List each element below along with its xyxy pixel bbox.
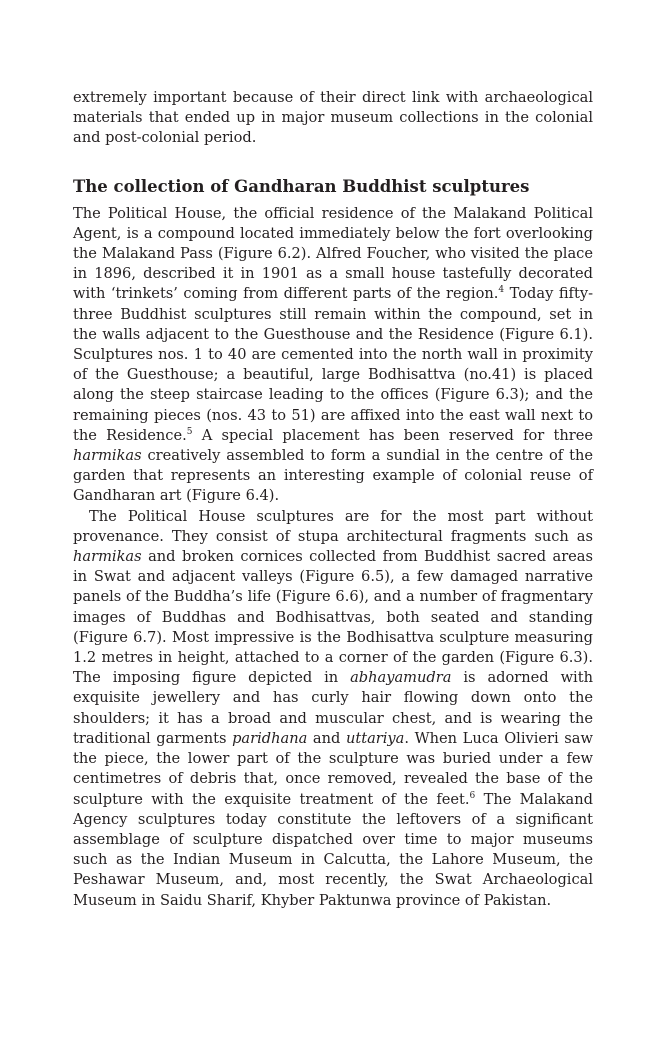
body-paragraph-1 [73, 204, 593, 507]
term-abhayamudra: abhayamudra [350, 669, 452, 687]
p2-text-5: . When Luca Olivieri saw the piece, the lower part of the sculpture was buried under a few centimetres of debris that, once removed, revealed the base of the sculpture with the exquisite treatment of the feet. [73, 729, 593, 808]
p2-text-2: and broken cornices collected from Buddhist sacred areas in Swat and adjacent valleys (Figure 6.5), a few damaged narrative panels of the Buddha’s life (Figure 6.6), and a number of fragmentary images of Buddhas and Bodhisattvas, both seated and standing (Figure 6.7). Most impressive is the Bodhisattva sculpture measuring 1.2 metres in height, attached to a corner of the garden (Figure 6.3). The imposing figure depicted in [73, 548, 593, 687]
term-uttariya: uttariya [345, 729, 405, 747]
term-paridhana: paridhana [232, 729, 308, 747]
intro-paragraph: extremely important because of their direct link with archaeological materials that ended up in major museum collections in the colonial and post-colonial period. [73, 89, 593, 147]
p2-text-3: is adorned with exquisite jewellery and has curly hair flowing down onto the shoulders; it has a broad and muscular chest, and is wearing the traditional garments [73, 669, 593, 747]
p2-text-4: and [307, 729, 346, 747]
footnote-ref-5: 5 [186, 426, 193, 437]
p1-text-2: Today fifty-three Buddhist sculptures still remain within the compound, set in the walls adjacent to the Guesthouse and the Residence (Figure 6.1). Sculptures nos. 1 to 40 are cemented into the north wall in proximity of the Guesthouse; a beautiful, large Bodhisattva (no.41) is placed along the steep staircase leading to the offices (Figure 6.3); and the remaining pieces (nos. 43 to 51) are affixed into the east wall next to the Residence. [73, 285, 593, 444]
p1-text-3: A special placement has been reserved for three [192, 426, 593, 444]
footnote-ref-4: 4 [498, 285, 505, 296]
section-heading: The collection of Gandharan Buddhist sculptures [73, 176, 530, 196]
footnote-ref-6: 6 [469, 790, 476, 801]
term-harmikas: harmikas [73, 548, 142, 566]
page-body [73, 88, 593, 911]
p2-text-1: The Political House sculptures are for the most part without provenance. They consist of stupa architectural fragments such as [73, 507, 593, 545]
p2-text-6: The Malakand Agency sculptures today constitute the leftovers of a significant assemblage of sculpture dispatched over time to major museums such as the Indian Museum in Calcutta, the Lahore Museum, the Peshawar Museum, and, most recently, the Swat Archaeological Museum in Saidu Sharif, Khyber Paktunwa province of Pakistan. [73, 790, 593, 909]
p1-text-1: The Political House, the official residence of the Malakand Political Agent, is a compound located immediately below the fort overlooking the Malakand Pass (Figure 6.2). Alfred Foucher, who visited the place in 1896, described it in 1901 as a small house tastefully decorated with ‘trinkets’ coming from different parts of the region. [73, 204, 593, 303]
term-harmikas: harmikas [73, 447, 142, 465]
body-paragraph-2 [73, 507, 593, 911]
p1-text-4: creatively assembled to form a sundial in the centre of the garden that represents an interesting example of colonial reuse of Gandharan art (Figure 6.4). [73, 447, 593, 505]
